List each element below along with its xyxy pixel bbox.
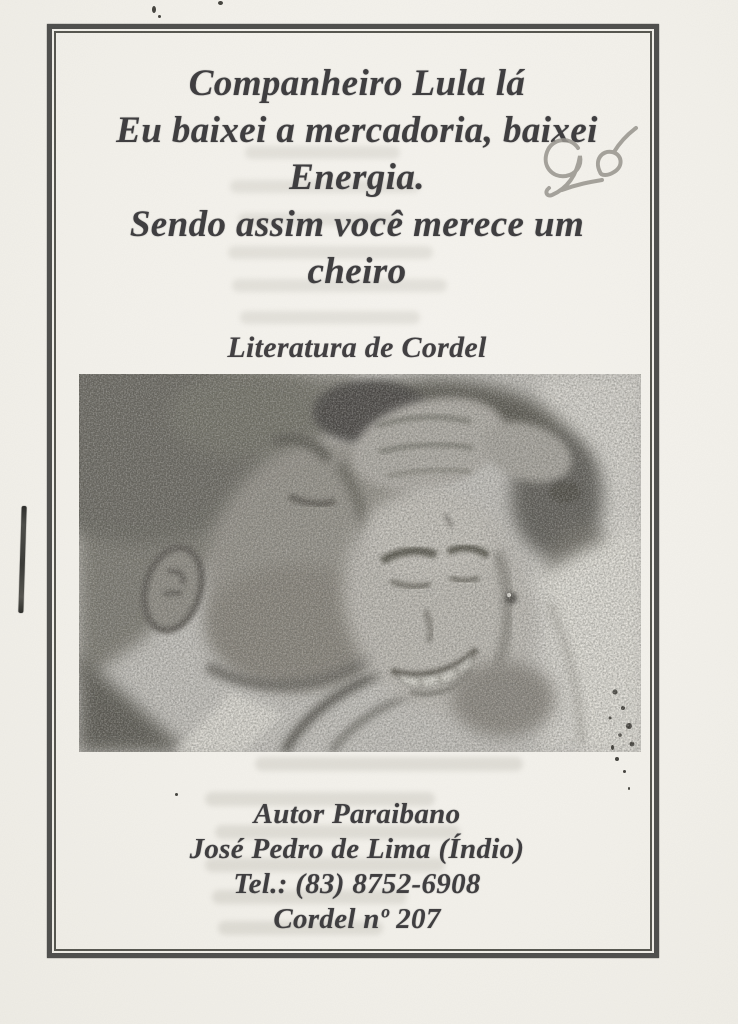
title-line-4: Sendo assim você merece um <box>129 204 585 245</box>
cordel-number: Cordel nº 207 <box>273 903 441 935</box>
author-phone: Tel.: (83) 8752-6908 <box>233 868 481 900</box>
staple <box>18 506 26 613</box>
scan-speck <box>152 6 156 13</box>
scan-speck <box>623 770 626 773</box>
title-line-3: Energia. <box>289 157 425 198</box>
author-block <box>62 797 652 937</box>
handwritten-annotation <box>528 122 648 217</box>
author-heading: Autor Paraibano <box>253 798 461 830</box>
title-line-5: cheiro <box>307 251 407 292</box>
title-line-2: Eu baixei a mercadoria, baixei <box>116 110 598 151</box>
scan-speck <box>175 793 178 796</box>
scan-speck <box>615 757 619 761</box>
scan-speck <box>611 745 614 750</box>
genre-label: Literatura de Cordel <box>227 331 487 364</box>
scan-speck <box>158 15 161 18</box>
cover-photo <box>79 374 641 752</box>
scan-speck <box>218 1 223 5</box>
scan-speck <box>628 787 630 790</box>
title-line-1: Companheiro Lula lá <box>188 63 526 104</box>
author-name: José Pedro de Lima (Índio) <box>189 833 525 865</box>
